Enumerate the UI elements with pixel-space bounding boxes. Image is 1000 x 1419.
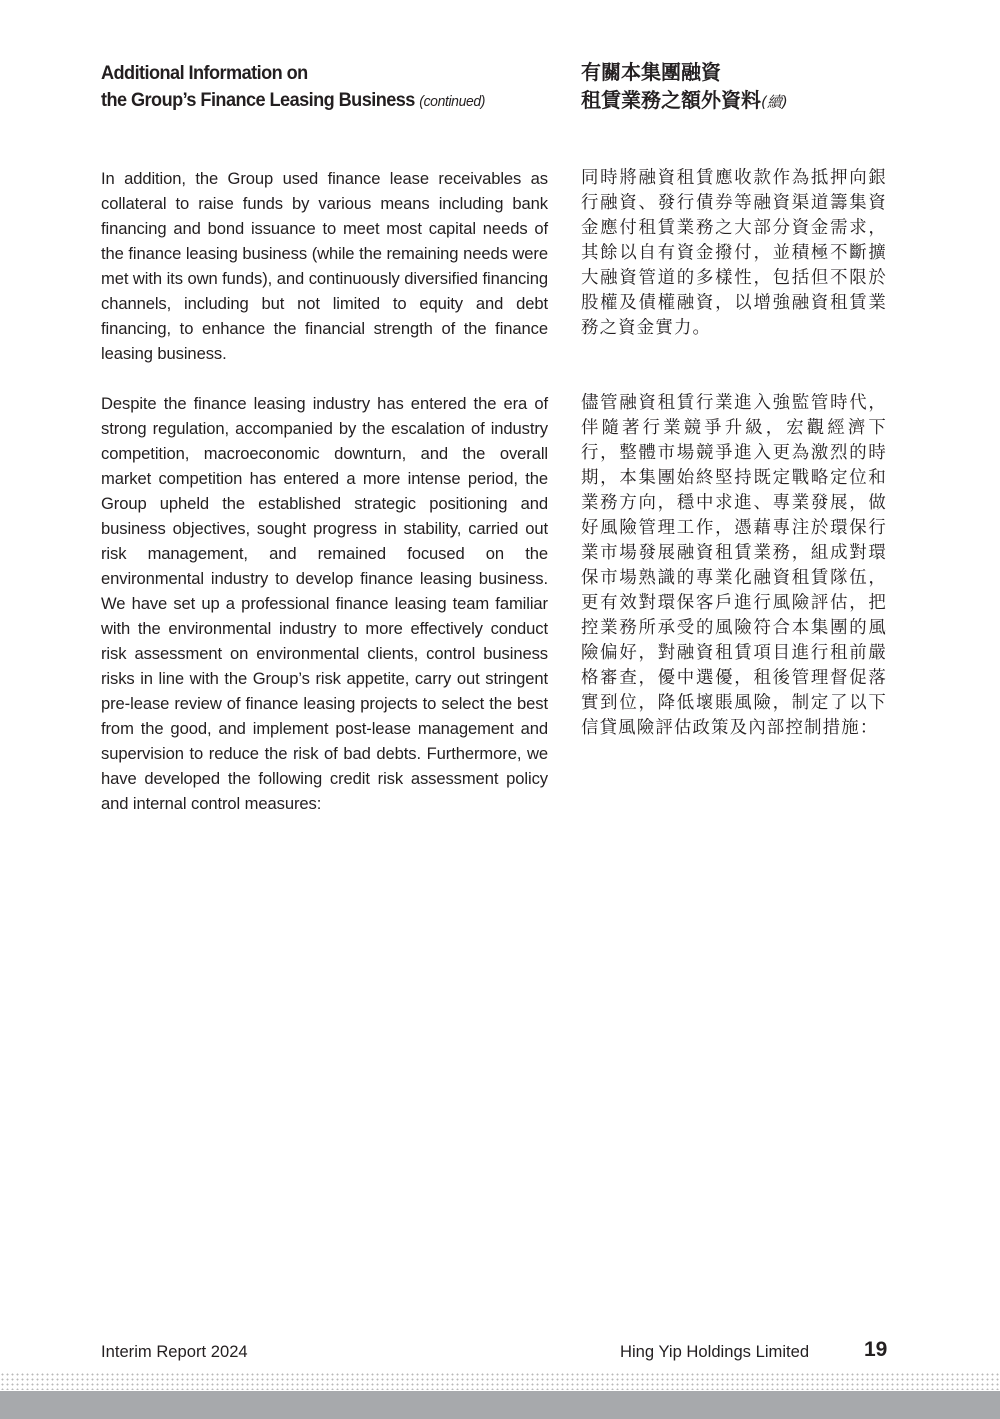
chinese-paragraph-1: 同時將融資租賃應收款作為抵押向銀行融資、發行債券等融資渠道籌集資金應付租賃業務之大部分資金需求，其餘以自有資金撥付，並積極不斷擴大融資管道的多樣性，包括但不限於股權及債權融資，以增強融資租賃業務之資金實力。 — [581, 168, 887, 338]
footer-gray-band — [0, 1391, 1000, 1419]
footer-dot-pattern — [0, 1372, 1000, 1390]
english-paragraph-2: Despite the finance leasing industry has entered the era of strong regulation, accompanied by the escalation of industry competition, macroeconomic downturn, and the overall market competition has entered a more intense period, the Group upheld the established strategic positioning and business objectives, sought progress in stability, carried out risk management, and remained focused on the environmental industry to develop finance leasing business. We have set up a professional finance leasing team familiar with the environmental industry to more effectively conduct risk assessment on environmental clients, control business risks in line with the Group’s risk appetite, carry out stringent pre-lease review of finance leasing projects to select the best from the good, and implement post-lease management and supervision to reduce the risk of bad debts. Furthermore, we have developed the following credit risk assessment policy and internal control measures: — [101, 394, 548, 813]
heading-zh-line2 — [581, 86, 921, 116]
heading-en-continued: (continued) — [419, 93, 486, 110]
heading-zh-line1: 有關本集團融資 — [581, 60, 721, 84]
heading-en-line2-text: the Group’s Finance Leasing Business — [101, 89, 415, 111]
page-heading-chinese — [581, 58, 921, 116]
heading-zh-continued: (續) — [761, 93, 788, 111]
footer-company-name: Hing Yip Holdings Limited — [620, 1342, 810, 1361]
heading-zh-line2-text: 租賃業務之額外資料 — [581, 88, 761, 112]
page-heading-english — [101, 60, 529, 115]
heading-en-line1: Additional Information on — [101, 62, 308, 84]
heading-en-line2 — [101, 87, 529, 115]
english-body-column — [101, 166, 548, 841]
chinese-paragraph-2: 儘管融資租賃行業進入強監管時代，伴隨著行業競爭升級，宏觀經濟下行，整體市場競爭進入更為激烈的時期，本集團始終堅持既定戰略定位和業務方向，穩中求進、專業發展，做好風險管理工作，憑藉專注於環保行業市場發展融資租賃業務，組成對環保市場熟識的專業化融資租賃隊伍，更有效對環保客戶進行風險評估，把控業務所承受的風險符合本集團的風險偏好，對融資租賃項目進行租前嚴格審查，優中選優，租後管理督促落實到位，降低壞賬風險，制定了以下信貸風險評估政策及內部控制措施： — [581, 393, 887, 738]
page-number: 19 — [864, 1338, 888, 1361]
chinese-body-column — [581, 166, 887, 791]
footer-report-title: Interim Report 2024 — [101, 1342, 248, 1361]
english-paragraph-1: In addition, the Group used finance lease receivables as collateral to raise funds by various means including bank financing and bond issuance to meet most capital needs of the finance leasing business (while the remaining needs were met with its own funds), and continuously diversified financing channels, including but not limited to equity and debt financing, to enhance the financial strength of the finance leasing business. — [101, 169, 548, 363]
